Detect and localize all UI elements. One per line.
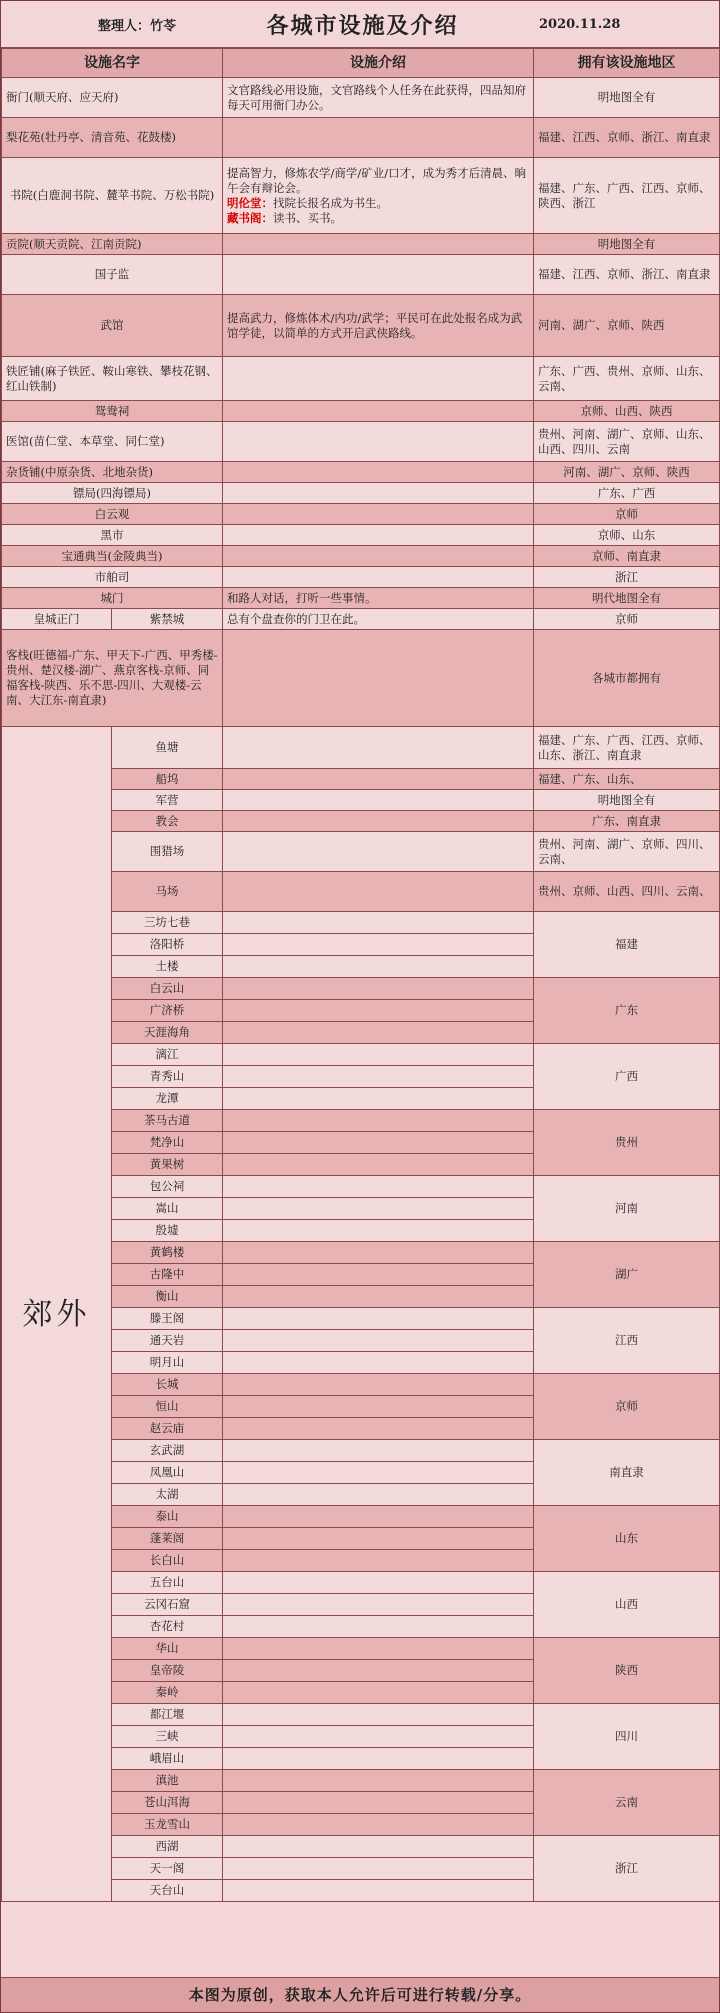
suburb-place-name: 衡山 (112, 1286, 223, 1308)
suburb-facility-name: 船坞 (112, 769, 223, 790)
suburb-group-region: 江西 (534, 1308, 720, 1374)
facility-intro: 文官路线必用设施，文官路线个人任务在此获得，四品知府每天可用衙门办公。 (223, 78, 534, 118)
col-header-region: 拥有该设施地区 (534, 49, 720, 78)
suburb-place-intro (223, 1088, 534, 1110)
suburb-facility-intro (223, 811, 534, 832)
facility-intro (223, 462, 534, 483)
suburb-place-name: 玄武湖 (112, 1440, 223, 1462)
suburb-place-intro (223, 1264, 534, 1286)
suburb-place-intro (223, 978, 534, 1000)
suburb-place-intro (223, 1770, 534, 1792)
suburb-facility-region: 明地图全有 (534, 790, 720, 811)
suburb-group-region: 云南 (534, 1770, 720, 1836)
facility-intro (223, 483, 534, 504)
facility-region: 京师、山西、陕西 (534, 401, 720, 422)
suburb-place-intro (223, 1352, 534, 1374)
suburb-place-name: 滕王阁 (112, 1308, 223, 1330)
suburb-place-intro (223, 1726, 534, 1748)
facility-region: 各城市都拥有 (534, 630, 720, 727)
suburb-place-name: 恒山 (112, 1396, 223, 1418)
suburb-place-name: 云冈石窟 (112, 1594, 223, 1616)
table-row (2, 525, 720, 546)
suburb-row (2, 727, 720, 769)
suburb-place-intro (223, 1814, 534, 1836)
suburb-place-name: 西湖 (112, 1836, 223, 1858)
suburb-place-intro (223, 956, 534, 978)
facility-region: 明代地图全有 (534, 588, 720, 609)
suburb-place-name: 苍山洱海 (112, 1792, 223, 1814)
suburb-facility-intro (223, 727, 534, 769)
intro-line (227, 211, 529, 226)
suburb-place-intro (223, 1066, 534, 1088)
suburb-place-intro (223, 1396, 534, 1418)
facility-name: 国子监 (2, 255, 223, 295)
facility-intro (223, 422, 534, 462)
suburb-label: 郊外 (2, 727, 112, 1902)
facility-region: 京师 (534, 504, 720, 525)
facility-intro: 提高武力，修炼体术/内功/武学；平民可在此处报名成为武馆学徒，以简单的方式开启武侠路线。 (223, 295, 534, 357)
author-label: 整理人：竹苓 (97, 18, 176, 34)
suburb-place-intro (223, 1022, 534, 1044)
suburb-place-intro (223, 1704, 534, 1726)
suburb-place-intro (223, 1880, 534, 1902)
facility-intro (223, 504, 534, 525)
facility-region: 浙江 (534, 567, 720, 588)
table-row (2, 234, 720, 255)
table-row (2, 483, 720, 504)
suburb-place-name: 嵩山 (112, 1198, 223, 1220)
table-row (2, 118, 720, 158)
suburb-group-region: 四川 (534, 1704, 720, 1770)
suburb-place-name: 古隆中 (112, 1264, 223, 1286)
table-row (2, 295, 720, 357)
page-title: 各城市设施及介绍 (266, 12, 459, 39)
suburb-group-region: 山东 (534, 1506, 720, 1572)
table-row (2, 255, 720, 295)
suburb-place-name: 都江堰 (112, 1704, 223, 1726)
facility-name: 白云观 (2, 504, 223, 525)
facility-name: 黑市 (2, 525, 223, 546)
suburb-place-intro (223, 1550, 534, 1572)
suburb-group-region: 河南 (534, 1176, 720, 1242)
suburb-place-intro (223, 1660, 534, 1682)
suburb-place-name: 三坊七巷 (112, 912, 223, 934)
suburb-place-name: 土楼 (112, 956, 223, 978)
col-header-name: 设施名字 (2, 49, 223, 78)
table-row (2, 546, 720, 567)
suburb-place-name: 明月山 (112, 1352, 223, 1374)
facility-name: 武馆 (2, 295, 223, 357)
suburb-place-name: 青秀山 (112, 1066, 223, 1088)
suburb-place-intro (223, 912, 534, 934)
suburb-place-name: 秦岭 (112, 1682, 223, 1704)
facility-intro (223, 234, 534, 255)
suburb-place-name: 殷墟 (112, 1220, 223, 1242)
facility-intro (223, 118, 534, 158)
suburb-group-region: 浙江 (534, 1836, 720, 1902)
suburb-place-intro (223, 1418, 534, 1440)
facility-intro (223, 357, 534, 401)
suburb-place-name: 天涯海角 (112, 1022, 223, 1044)
suburb-facility-region: 贵州、河南、湖广、京师、四川、云南、 (534, 832, 720, 872)
suburb-group-region: 陕西 (534, 1638, 720, 1704)
suburb-place-name: 三峡 (112, 1726, 223, 1748)
facility-region: 明地图全有 (534, 234, 720, 255)
suburb-place-intro (223, 1220, 534, 1242)
facility-intro (223, 525, 534, 546)
facility-table (1, 48, 720, 1902)
facility-region: 广东、广西、贵州、京师、山东、云南、 (534, 357, 720, 401)
suburb-group-region: 广东 (534, 978, 720, 1044)
intro-highlight: 明伦堂： (227, 195, 273, 210)
suburb-section (2, 727, 720, 1902)
table-row (2, 588, 720, 609)
suburb-place-intro (223, 1132, 534, 1154)
table-row (2, 78, 720, 118)
suburb-place-intro (223, 1528, 534, 1550)
suburb-place-intro (223, 1000, 534, 1022)
facility-region: 福建、江西、京师、浙江、南直隶 (534, 118, 720, 158)
suburb-place-name: 茶马古道 (112, 1110, 223, 1132)
suburb-place-intro (223, 1440, 534, 1462)
suburb-facility-region: 福建、广东、山东、 (534, 769, 720, 790)
suburb-facility-region: 广东、南直隶 (534, 811, 720, 832)
suburb-facility-intro (223, 790, 534, 811)
suburb-place-intro (223, 1748, 534, 1770)
facility-intro (223, 255, 534, 295)
table-row (2, 567, 720, 588)
suburb-place-intro (223, 1858, 534, 1880)
facility-name: 客栈(旺德福-广东、甲天下-广西、甲秀楼-贵州、楚汉楼-湖广、燕京客栈-京师、同福客栈-陕西、乐不思-四川、大观楼-云南、大江东-南直隶) (2, 630, 223, 727)
date-label: 2020.11.28 (539, 16, 621, 32)
suburb-place-intro (223, 1682, 534, 1704)
suburb-group-region: 广西 (534, 1044, 720, 1110)
suburb-group-region: 京师 (534, 1374, 720, 1440)
suburb-place-name: 广济桥 (112, 1000, 223, 1022)
facility-name: 镖局(四海镖局) (2, 483, 223, 504)
facility-region: 河南、湖广、京师、陕西 (534, 295, 720, 357)
table-row (2, 158, 720, 234)
facility-region: 福建、广东、广西、江西、京师、陕西、浙江 (534, 158, 720, 234)
suburb-place-name: 皇帝陵 (112, 1660, 223, 1682)
table-header-row (2, 49, 720, 78)
table-row (2, 401, 720, 422)
suburb-place-intro (223, 1044, 534, 1066)
facility-name: 医馆(苗仁堂、本草堂、同仁堂) (2, 422, 223, 462)
intro-highlight: 藏书阁： (227, 210, 273, 225)
suburb-place-name: 包公祠 (112, 1176, 223, 1198)
suburb-place-intro (223, 934, 534, 956)
facility-name: 市舶司 (2, 567, 223, 588)
facility-name: 书院(白鹿洞书院、麓苹书院、万松书院) (2, 158, 223, 234)
facility-name: 鸳鸯祠 (2, 401, 223, 422)
suburb-place-name: 泰山 (112, 1506, 223, 1528)
suburb-place-intro (223, 1836, 534, 1858)
facility-name: 衙门(顺天府、应天府) (2, 78, 223, 118)
suburb-place-name: 漓江 (112, 1044, 223, 1066)
suburb-facility-intro (223, 872, 534, 912)
suburb-place-intro (223, 1572, 534, 1594)
suburb-place-name: 通天岩 (112, 1330, 223, 1352)
table-row (2, 609, 720, 630)
suburb-place-name: 长城 (112, 1374, 223, 1396)
suburb-place-intro (223, 1638, 534, 1660)
suburb-place-intro (223, 1616, 534, 1638)
suburb-place-intro (223, 1330, 534, 1352)
suburb-place-intro (223, 1374, 534, 1396)
suburb-place-name: 太湖 (112, 1484, 223, 1506)
facility-intro (223, 401, 534, 422)
table-row (2, 630, 720, 727)
facility-region: 京师、南直隶 (534, 546, 720, 567)
facility-region: 贵州、河南、湖广、京师、山东、山西、四川、云南 (534, 422, 720, 462)
suburb-place-name: 长白山 (112, 1550, 223, 1572)
suburb-facility-region: 贵州、京师、山西、四川、云南、 (534, 872, 720, 912)
suburb-place-name: 龙潭 (112, 1088, 223, 1110)
suburb-place-name: 蓬莱阁 (112, 1528, 223, 1550)
suburb-place-intro (223, 1792, 534, 1814)
suburb-place-name: 天台山 (112, 1880, 223, 1902)
intro-line (227, 196, 529, 211)
facility-region: 京师 (534, 609, 720, 630)
suburb-place-intro (223, 1176, 534, 1198)
suburb-facility-intro (223, 832, 534, 872)
suburb-place-name: 黄果树 (112, 1154, 223, 1176)
table-row (2, 357, 720, 401)
facility-region: 京师、山东 (534, 525, 720, 546)
suburb-place-name: 杏花村 (112, 1616, 223, 1638)
suburb-place-intro (223, 1462, 534, 1484)
suburb-place-intro (223, 1484, 534, 1506)
suburb-place-intro (223, 1242, 534, 1264)
facility-name: 贡院(顺天贡院、江南贡院) (2, 234, 223, 255)
suburb-facility-intro (223, 769, 534, 790)
facility-region: 明地图全有 (534, 78, 720, 118)
facility-name: 杂货铺(中原杂货、北地杂货) (2, 462, 223, 483)
suburb-facility-name: 马场 (112, 872, 223, 912)
suburb-facility-name: 围猎场 (112, 832, 223, 872)
suburb-place-name: 黄鹤楼 (112, 1242, 223, 1264)
suburb-place-intro (223, 1198, 534, 1220)
table-row (2, 462, 720, 483)
page-footer: 本图为原创，获取本人允许后可进行转载/分享。 (1, 1977, 719, 2012)
suburb-place-name: 洛阳桥 (112, 934, 223, 956)
facility-region: 福建、江西、京师、浙江、南直隶 (534, 255, 720, 295)
suburb-facility-name: 鱼塘 (112, 727, 223, 769)
suburb-facility-region: 福建、广东、广西、江西、京师、山东、浙江、南直隶 (534, 727, 720, 769)
facility-intro (223, 158, 534, 234)
suburb-group-region: 南直隶 (534, 1440, 720, 1506)
suburb-place-intro (223, 1308, 534, 1330)
intro-line: 提高智力，修炼农学/商学/矿业/口才，成为秀才后清晨、晌午会有辩论会。 (227, 165, 527, 195)
suburb-place-name: 玉龙雪山 (112, 1814, 223, 1836)
suburb-place-intro (223, 1286, 534, 1308)
intro-text: 找院长报名成为书生。 (273, 195, 388, 210)
table-row (2, 504, 720, 525)
facility-intro: 总有个盘查你的门卫在此。 (223, 609, 534, 630)
facility-name: 宝通典当(金陵典当) (2, 546, 223, 567)
suburb-facility-name: 军营 (112, 790, 223, 811)
page-header (1, 1, 719, 48)
suburb-place-name: 滇池 (112, 1770, 223, 1792)
facility-intro (223, 546, 534, 567)
suburb-place-name: 赵云庙 (112, 1418, 223, 1440)
suburb-place-intro (223, 1594, 534, 1616)
suburb-place-name: 华山 (112, 1638, 223, 1660)
table-row (2, 422, 720, 462)
suburb-place-intro (223, 1110, 534, 1132)
col-header-intro: 设施介绍 (223, 49, 534, 78)
suburb-place-intro (223, 1506, 534, 1528)
suburb-place-name: 峨眉山 (112, 1748, 223, 1770)
facility-region: 河南、湖广、京师、陕西 (534, 462, 720, 483)
facility-intro (223, 567, 534, 588)
facility-intro (223, 630, 534, 727)
facility-name: 梨花苑(牡丹亭、清音苑、花鼓楼) (2, 118, 223, 158)
suburb-group-region: 湖广 (534, 1242, 720, 1308)
facility-intro: 和路人对话，打听一些事情。 (223, 588, 534, 609)
suburb-group-region: 福建 (534, 912, 720, 978)
suburb-place-name: 天一阁 (112, 1858, 223, 1880)
facility-region: 广东、广西 (534, 483, 720, 504)
suburb-place-name: 凤凰山 (112, 1462, 223, 1484)
suburb-group-region: 贵州 (534, 1110, 720, 1176)
suburb-place-name: 梵净山 (112, 1132, 223, 1154)
facility-name: 皇城正门 (2, 609, 112, 630)
intro-text: 读书、买书。 (273, 210, 342, 225)
facility-name: 城门 (2, 588, 223, 609)
suburb-place-name: 白云山 (112, 978, 223, 1000)
facility-subname: 紫禁城 (112, 609, 223, 630)
suburb-facility-name: 教会 (112, 811, 223, 832)
suburb-place-name: 五台山 (112, 1572, 223, 1594)
facility-name: 铁匠铺(麻子铁匠、鞍山寒铁、攀枝花钢、红山铁制) (2, 357, 223, 401)
suburb-group-region: 山西 (534, 1572, 720, 1638)
suburb-place-intro (223, 1154, 534, 1176)
